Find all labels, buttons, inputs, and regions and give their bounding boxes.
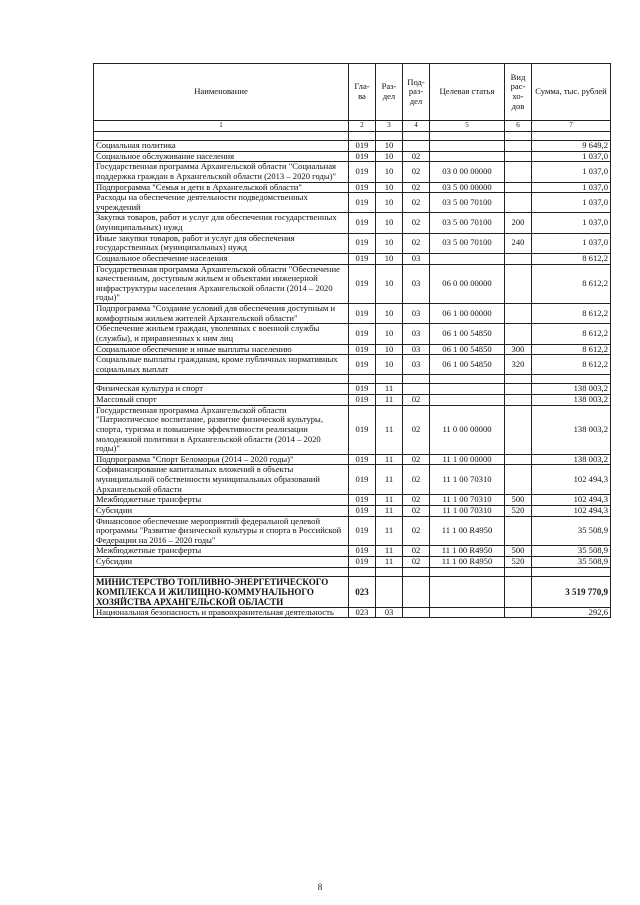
row-podrazdel: 02 — [403, 162, 430, 182]
row-razdel: 11 — [376, 395, 403, 406]
row-target-article: 06 1 00 54850 — [430, 344, 505, 355]
blank-cell — [403, 567, 430, 576]
index-cell: 3 — [376, 121, 403, 132]
blank-cell — [349, 567, 376, 576]
row-target-article: 03 5 00 00000 — [430, 182, 505, 193]
row-sum: 8 612,2 — [532, 264, 611, 304]
row-name: Финансовое обеспечение мероприятий федеральной целевой программы "Развитие физической культуры и спорта в Российской Федерации на 2016 – 2020 годы" — [94, 516, 349, 546]
row-razdel: 11 — [376, 454, 403, 465]
table-row — [94, 162, 611, 182]
row-expense-type — [505, 253, 532, 264]
row-podrazdel — [403, 576, 430, 607]
row-razdel: 10 — [376, 304, 403, 324]
row-name: Субсидии — [94, 505, 349, 516]
row-sum: 1 037,0 — [532, 193, 611, 213]
blank-cell — [94, 132, 349, 141]
row-expense-type: 520 — [505, 557, 532, 568]
row-target-article: 11 1 00 70310 — [430, 505, 505, 516]
row-podrazdel: 02 — [403, 505, 430, 516]
table-row — [94, 355, 611, 375]
row-glava: 019 — [349, 546, 376, 557]
row-expense-type — [505, 576, 532, 607]
row-razdel: 03 — [376, 607, 403, 618]
blank-cell — [430, 567, 505, 576]
table-row — [94, 465, 611, 495]
row-sum: 35 508,9 — [532, 546, 611, 557]
row-expense-type — [505, 304, 532, 324]
table-row — [94, 454, 611, 465]
blank-cell — [430, 132, 505, 141]
row-glava: 019 — [349, 516, 376, 546]
row-glava: 019 — [349, 454, 376, 465]
row-name: Национальная безопасность и правоохранительная деятельность — [94, 607, 349, 618]
row-target-article — [430, 141, 505, 152]
row-glava: 019 — [349, 405, 376, 454]
row-razdel: 10 — [376, 233, 403, 253]
budget-table — [93, 63, 611, 618]
row-sum: 3 519 770,9 — [532, 576, 611, 607]
row-expense-type — [505, 193, 532, 213]
row-name: Подпрограмма "Семья и дети в Архангельской области" — [94, 182, 349, 193]
row-podrazdel — [403, 607, 430, 618]
row-name: Закупка товаров, работ и услуг для обеспечения государственных (муниципальных) нужд — [94, 213, 349, 233]
blank-cell — [403, 375, 430, 384]
row-podrazdel: 03 — [403, 344, 430, 355]
header-podrazdel: Под-раз-дел — [403, 64, 430, 121]
table-row — [94, 495, 611, 506]
table-row — [94, 546, 611, 557]
row-glava: 019 — [349, 253, 376, 264]
row-glava: 019 — [349, 395, 376, 406]
row-glava: 023 — [349, 576, 376, 607]
row-razdel: 10 — [376, 151, 403, 162]
row-podrazdel: 02 — [403, 557, 430, 568]
row-name: Социальное обеспечение и иные выплаты населению — [94, 344, 349, 355]
row-razdel: 10 — [376, 264, 403, 304]
row-target-article — [430, 253, 505, 264]
row-podrazdel: 02 — [403, 465, 430, 495]
row-razdel: 11 — [376, 505, 403, 516]
row-target-article: 11 1 00 70310 — [430, 495, 505, 506]
row-name: Государственная программа Архангельской области "Патриотическое воспитание, развитие физической культуры, спорта, туризма и повышение эффективности реализации молодежной политики в Архангельской области (2014 – 2020 годы)" — [94, 405, 349, 454]
row-sum: 1 037,0 — [532, 151, 611, 162]
row-podrazdel: 02 — [403, 193, 430, 213]
header-target-article: Целевая статья — [430, 64, 505, 121]
blank-cell — [349, 375, 376, 384]
row-name: МИНИСТЕРСТВО ТОПЛИВНО-ЭНЕРГЕТИЧЕСКОГО КОМПЛЕКСА И ЖИЛИЩНО-КОММУНАЛЬНОГО ХОЗЯЙСТВА АРХАНГЕЛЬСКОЙ ОБЛАСТИ — [94, 576, 349, 607]
row-sum: 138 003,2 — [532, 405, 611, 454]
row-sum: 102 494,3 — [532, 465, 611, 495]
row-name: Межбюджетные трансферты — [94, 495, 349, 506]
row-sum: 138 003,2 — [532, 384, 611, 395]
row-podrazdel: 03 — [403, 324, 430, 344]
table-row — [94, 141, 611, 152]
table-row — [94, 557, 611, 568]
blank-cell — [349, 132, 376, 141]
row-razdel: 10 — [376, 344, 403, 355]
table-row — [94, 505, 611, 516]
header-expense-type: Вид рас-хо-дов — [505, 64, 532, 121]
index-cell: 1 — [94, 121, 349, 132]
row-razdel: 10 — [376, 324, 403, 344]
header-name: Наименование — [94, 64, 349, 121]
row-target-article — [430, 395, 505, 406]
row-target-article: 03 0 00 00000 — [430, 162, 505, 182]
row-glava: 019 — [349, 182, 376, 193]
blank-cell — [376, 567, 403, 576]
row-expense-type — [505, 264, 532, 304]
row-expense-type: 240 — [505, 233, 532, 253]
blank-cell — [505, 132, 532, 141]
table-row — [94, 193, 611, 213]
row-name: Субсидии — [94, 557, 349, 568]
row-razdel: 11 — [376, 384, 403, 395]
row-glava: 019 — [349, 193, 376, 213]
row-sum: 1 037,0 — [532, 182, 611, 193]
row-name: Социальные выплаты гражданам, кроме публичных нормативных социальных выплат — [94, 355, 349, 375]
row-sum: 102 494,3 — [532, 505, 611, 516]
row-expense-type — [505, 454, 532, 465]
row-target-article — [430, 151, 505, 162]
index-cell: 6 — [505, 121, 532, 132]
row-glava: 019 — [349, 304, 376, 324]
row-podrazdel — [403, 384, 430, 395]
table-row — [94, 213, 611, 233]
row-sum: 1 037,0 — [532, 162, 611, 182]
row-sum: 292,6 — [532, 607, 611, 618]
row-expense-type — [505, 405, 532, 454]
row-razdel: 11 — [376, 557, 403, 568]
row-glava: 019 — [349, 355, 376, 375]
blank-cell — [532, 567, 611, 576]
row-podrazdel: 02 — [403, 151, 430, 162]
row-expense-type — [505, 516, 532, 546]
row-podrazdel: 03 — [403, 253, 430, 264]
row-sum: 8 612,2 — [532, 344, 611, 355]
row-expense-type — [505, 151, 532, 162]
row-expense-type: 500 — [505, 546, 532, 557]
row-glava: 019 — [349, 557, 376, 568]
row-name: Социальная политика — [94, 141, 349, 152]
blank-cell — [505, 375, 532, 384]
row-sum: 138 003,2 — [532, 454, 611, 465]
row-name: Иные закупки товаров, работ и услуг для обеспечения государственных (муниципальных) нужд — [94, 233, 349, 253]
index-cell: 2 — [349, 121, 376, 132]
row-name: Физическая культура и спорт — [94, 384, 349, 395]
row-glava: 019 — [349, 344, 376, 355]
row-glava: 019 — [349, 233, 376, 253]
row-target-article: 06 1 00 54850 — [430, 324, 505, 344]
row-razdel: 11 — [376, 495, 403, 506]
row-name: Массовый спорт — [94, 395, 349, 406]
row-expense-type: 500 — [505, 495, 532, 506]
row-podrazdel: 02 — [403, 454, 430, 465]
row-expense-type — [505, 465, 532, 495]
row-sum: 8 612,2 — [532, 253, 611, 264]
blank-cell — [505, 567, 532, 576]
row-name: Межбюджетные трансферты — [94, 546, 349, 557]
row-glava: 019 — [349, 141, 376, 152]
row-expense-type: 200 — [505, 213, 532, 233]
table-row — [94, 233, 611, 253]
row-target-article — [430, 576, 505, 607]
row-glava: 019 — [349, 505, 376, 516]
blank-row — [94, 567, 611, 576]
row-sum: 8 612,2 — [532, 355, 611, 375]
row-name: Социальное обслуживание населения — [94, 151, 349, 162]
row-glava: 019 — [349, 162, 376, 182]
row-expense-type: 520 — [505, 505, 532, 516]
row-podrazdel: 02 — [403, 213, 430, 233]
row-target-article: 03 5 00 70100 — [430, 213, 505, 233]
row-target-article: 11 1 00 00000 — [430, 454, 505, 465]
table-body — [94, 132, 611, 618]
header-glava: Гла-ва — [349, 64, 376, 121]
row-target-article: 06 1 00 00000 — [430, 304, 505, 324]
row-target-article — [430, 607, 505, 618]
row-target-article: 03 5 00 70100 — [430, 233, 505, 253]
table-row — [94, 324, 611, 344]
table-row — [94, 395, 611, 406]
row-target-article: 03 5 00 70100 — [430, 193, 505, 213]
row-glava: 019 — [349, 324, 376, 344]
row-name: Софинансирование капитальных вложений в объекты муниципальной собственности муниципальных образований Архангельской области — [94, 465, 349, 495]
row-expense-type: 320 — [505, 355, 532, 375]
table-row — [94, 405, 611, 454]
row-name: Подпрограмма "Спорт Беломорья (2014 – 2020 годы)" — [94, 454, 349, 465]
header-sum: Сумма, тыс. рублей — [532, 64, 611, 121]
row-podrazdel: 02 — [403, 233, 430, 253]
row-name: Социальное обеспечение населения — [94, 253, 349, 264]
row-glava: 019 — [349, 213, 376, 233]
row-sum: 138 003,2 — [532, 395, 611, 406]
table-row — [94, 516, 611, 546]
table-row — [94, 304, 611, 324]
row-target-article: 11 1 00 R4950 — [430, 516, 505, 546]
row-razdel: 11 — [376, 405, 403, 454]
header-row — [94, 64, 611, 121]
row-target-article: 11 1 00 R4950 — [430, 557, 505, 568]
row-glava: 023 — [349, 607, 376, 618]
row-sum: 1 037,0 — [532, 213, 611, 233]
row-razdel: 10 — [376, 193, 403, 213]
row-podrazdel: 02 — [403, 495, 430, 506]
row-podrazdel: 03 — [403, 264, 430, 304]
table-row — [94, 384, 611, 395]
page-number: 8 — [317, 882, 323, 892]
row-expense-type — [505, 182, 532, 193]
row-name: Государственная программа Архангельской области "Обеспечение качественным, доступным жильем и объектами инженерной инфраструктуры населения Архангельской области (2014 – 2020 годы)" — [94, 264, 349, 304]
blank-cell — [376, 375, 403, 384]
row-name: Обеспечение жильем граждан, уволенных с военной службы (службы), и приравненных к ним лиц — [94, 324, 349, 344]
row-expense-type — [505, 324, 532, 344]
row-glava: 019 — [349, 384, 376, 395]
row-podrazdel: 03 — [403, 355, 430, 375]
ministry-row — [94, 576, 611, 607]
table-row — [94, 264, 611, 304]
blank-cell — [94, 375, 349, 384]
row-expense-type — [505, 395, 532, 406]
row-sum: 102 494,3 — [532, 495, 611, 506]
blank-cell — [430, 375, 505, 384]
row-sum: 8 612,2 — [532, 324, 611, 344]
blank-cell — [403, 132, 430, 141]
row-podrazdel: 03 — [403, 304, 430, 324]
row-podrazdel: 02 — [403, 182, 430, 193]
row-expense-type — [505, 162, 532, 182]
row-name: Подпрограмма "Создание условий для обеспечения доступным и комфортным жильем жителей Архангельской области" — [94, 304, 349, 324]
blank-row — [94, 375, 611, 384]
row-razdel: 10 — [376, 213, 403, 233]
row-target-article: 11 0 00 00000 — [430, 405, 505, 454]
row-name: Государственная программа Архангельской области "Социальная поддержка граждан в Архангельской области (2013 – 2020 годы)" — [94, 162, 349, 182]
row-target-article: 06 0 00 00000 — [430, 264, 505, 304]
index-cell: 4 — [403, 121, 430, 132]
table-row — [94, 253, 611, 264]
row-sum: 8 612,2 — [532, 304, 611, 324]
table-row — [94, 182, 611, 193]
blank-cell — [532, 132, 611, 141]
row-razdel: 10 — [376, 355, 403, 375]
row-glava: 019 — [349, 264, 376, 304]
row-glava: 019 — [349, 495, 376, 506]
row-glava: 019 — [349, 151, 376, 162]
row-podrazdel: 02 — [403, 546, 430, 557]
row-razdel: 11 — [376, 546, 403, 557]
row-glava: 019 — [349, 465, 376, 495]
row-target-article: 11 1 00 70310 — [430, 465, 505, 495]
row-expense-type — [505, 384, 532, 395]
row-razdel: 11 — [376, 516, 403, 546]
row-sum: 9 649,2 — [532, 141, 611, 152]
row-name: Расходы на обеспечение деятельности подведомственных учреждений — [94, 193, 349, 213]
row-razdel: 10 — [376, 182, 403, 193]
header-razdel: Раз-дел — [376, 64, 403, 121]
table-row — [94, 344, 611, 355]
row-podrazdel: 02 — [403, 395, 430, 406]
row-expense-type: 300 — [505, 344, 532, 355]
blank-cell — [94, 567, 349, 576]
row-razdel: 10 — [376, 141, 403, 152]
row-razdel: 10 — [376, 162, 403, 182]
blank-cell — [532, 375, 611, 384]
row-target-article — [430, 384, 505, 395]
row-razdel: 10 — [376, 253, 403, 264]
row-expense-type — [505, 141, 532, 152]
row-razdel: 11 — [376, 465, 403, 495]
index-cell: 7 — [532, 121, 611, 132]
row-podrazdel — [403, 141, 430, 152]
blank-cell — [376, 132, 403, 141]
table-row — [94, 607, 611, 618]
blank-row — [94, 132, 611, 141]
row-target-article: 06 1 00 54850 — [430, 355, 505, 375]
row-target-article: 11 1 00 R4950 — [430, 546, 505, 557]
row-sum: 35 508,9 — [532, 557, 611, 568]
row-sum: 35 508,9 — [532, 516, 611, 546]
index-cell: 5 — [430, 121, 505, 132]
index-row — [94, 121, 611, 132]
row-sum: 1 037,0 — [532, 233, 611, 253]
row-podrazdel: 02 — [403, 516, 430, 546]
row-razdel — [376, 576, 403, 607]
row-expense-type — [505, 607, 532, 618]
row-podrazdel: 02 — [403, 405, 430, 454]
table-row — [94, 151, 611, 162]
